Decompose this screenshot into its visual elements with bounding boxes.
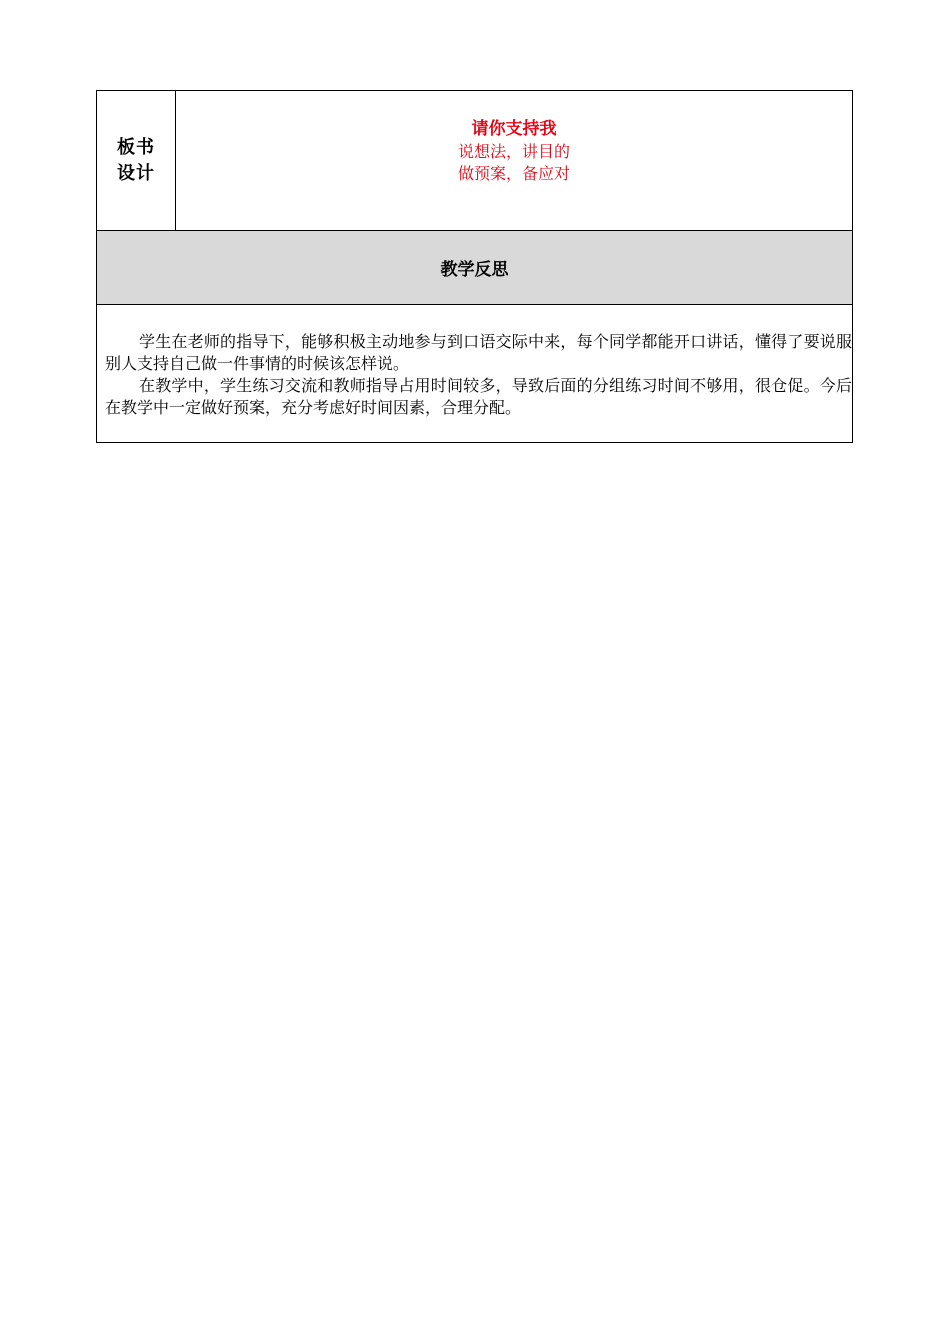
board-design-label: 板书设计 (117, 136, 155, 184)
board-design-label-cell (97, 91, 176, 230)
reflection-header: 教学反思 (440, 260, 509, 280)
reflection-header-row (97, 231, 852, 305)
reflection-paragraph-1: 学生在老师的指导下，能够积极主动地参与到口语交际中来，每个同学都能开口讲话，懂得了要说服别人支持自己做一件事情的时候该怎样说。 (105, 332, 852, 373)
board-line-2: 做预案，备应对 (457, 164, 570, 183)
lesson-table (96, 90, 853, 443)
reflection-body (97, 305, 852, 442)
board-design-row (97, 91, 852, 231)
board-line-1: 说想法，讲目的 (457, 142, 570, 161)
board-title: 请你支持我 (471, 119, 557, 139)
reflection-paragraph-2: 在教学中，学生练习交流和教师指导占用时间较多，导致后面的分组练习时间不够用，很仓促。今后在教学中一定做好预案，充分考虑好时间因素，合理分配。 (105, 376, 852, 417)
board-design-content (176, 91, 852, 230)
